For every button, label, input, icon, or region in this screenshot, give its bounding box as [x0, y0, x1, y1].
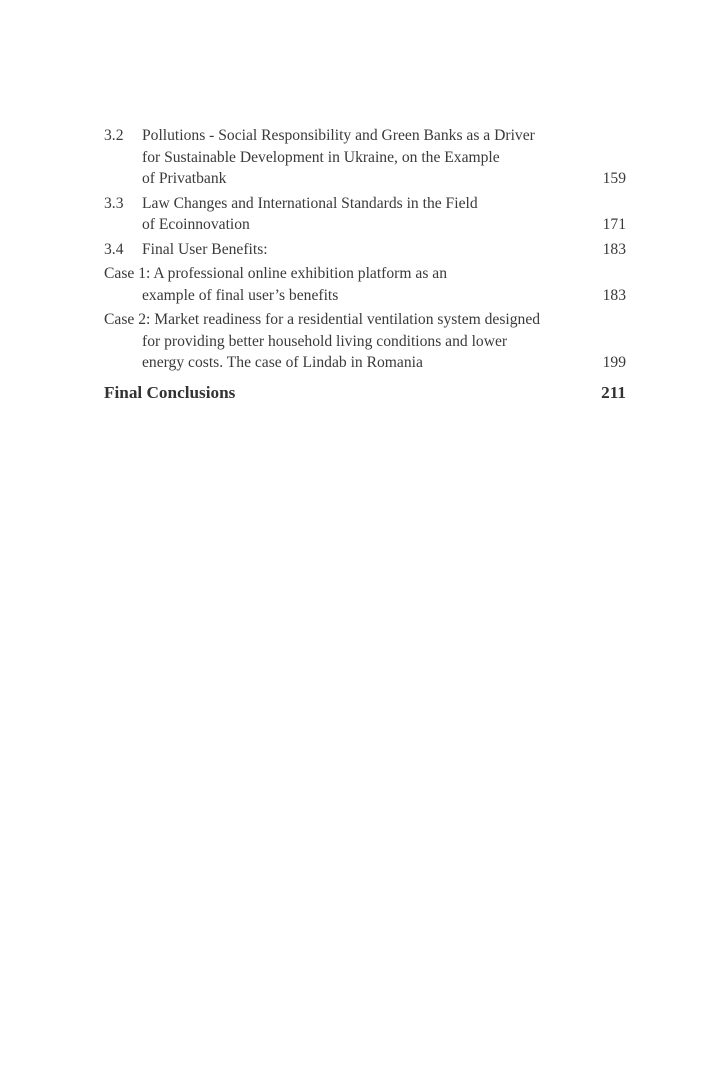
page-number: 199	[602, 354, 626, 371]
section-title	[104, 125, 626, 190]
table-of-contents	[104, 125, 626, 404]
toc-entry-3-2	[104, 125, 626, 190]
title-line: example of final user’s benefits	[142, 286, 339, 304]
page-number: 211	[601, 382, 626, 402]
title-line: for Sustainable Development in Ukraine, on the Example	[142, 148, 500, 166]
section-number: 3.4	[104, 240, 124, 258]
section-title	[104, 239, 626, 261]
toc-entry-final-conclusions	[104, 382, 626, 404]
toc-entry-3-4	[104, 239, 626, 261]
section-title	[104, 193, 626, 236]
page-number: 159	[602, 170, 626, 187]
toc-entry-case-2	[104, 309, 626, 374]
title-line: Final User Benefits:	[142, 240, 268, 258]
section-number: 3.2	[104, 127, 124, 144]
page-number: 183	[602, 286, 626, 304]
case-title	[104, 263, 626, 306]
title-line: of Ecoinnovation	[142, 216, 250, 233]
final-title: Final Conclusions	[104, 382, 236, 402]
page-number: 183	[602, 240, 626, 258]
title-line: Case 1: A professional online exhibition platform as an	[104, 265, 448, 282]
title-line: for providing better household living conditions and lower	[142, 332, 508, 350]
title-line: of Privatbank	[142, 170, 227, 187]
toc-entry-case-1	[104, 263, 626, 306]
case-title	[104, 309, 626, 374]
toc-entry-3-3	[104, 193, 626, 236]
title-line: Case 2: Market readiness for a residential ventilation system designed	[104, 311, 541, 328]
section-number: 3.3	[104, 194, 124, 212]
page-number: 171	[602, 216, 626, 233]
title-line: energy costs. The case of Lindab in Romania	[142, 354, 423, 371]
title-line: Pollutions - Social Responsibility and Green Banks as a Driver	[142, 127, 535, 144]
title-line: Law Changes and International Standards in the Field	[142, 194, 478, 212]
